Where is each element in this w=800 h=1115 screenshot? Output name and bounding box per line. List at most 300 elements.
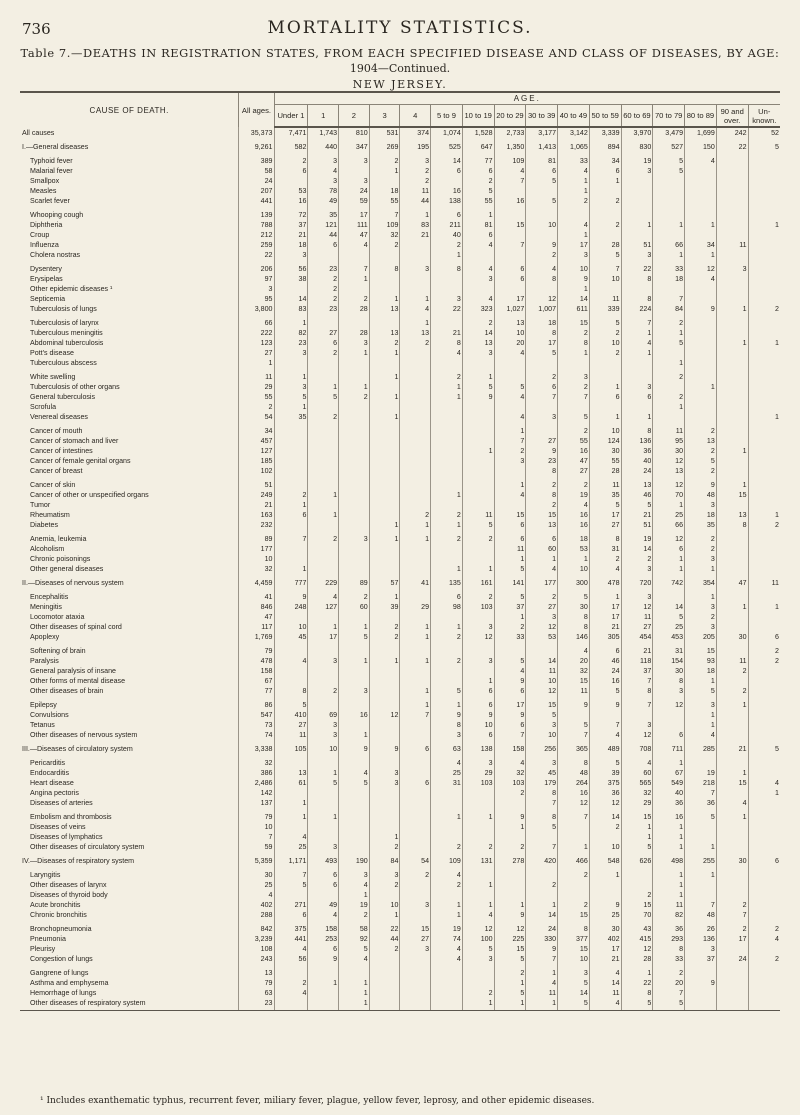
cell-value: [685, 196, 717, 206]
cell-value: 12: [621, 602, 653, 612]
table-row: [20, 910, 780, 920]
cell-value: [431, 466, 463, 476]
cell-value: 3,338: [239, 744, 274, 754]
cell-value: 3: [558, 250, 590, 260]
cell-value: 1: [462, 564, 494, 574]
cell-value: 21: [621, 646, 653, 656]
cell-value: 13: [369, 328, 400, 338]
cell-value: 16: [558, 520, 590, 530]
table-row: [20, 968, 780, 978]
cell-value: 11: [239, 372, 274, 382]
cell-value: [339, 700, 370, 710]
cell-value: [748, 900, 780, 910]
col-header-10: 40 to 49: [558, 105, 590, 128]
table-row: [20, 612, 780, 622]
table-row: [20, 870, 780, 880]
cell-value: 3: [339, 338, 370, 348]
row-label: Other forms of mental disease: [30, 677, 126, 685]
cell-value: 1: [716, 338, 748, 348]
cell-value: 13: [716, 510, 748, 520]
table-row: [20, 720, 780, 730]
cell-value: 206: [239, 264, 274, 274]
cell-value: 12: [462, 632, 494, 642]
cell-value: 4: [462, 294, 494, 304]
cell-value: 1,743: [308, 127, 339, 138]
cell-value: 2: [526, 250, 558, 260]
cell-value: 100: [462, 934, 494, 944]
cell-value: 1: [653, 358, 685, 368]
cell-value: [589, 186, 621, 196]
cell-value: 4: [308, 592, 339, 602]
cell-value: 5: [621, 500, 653, 510]
cell-value: 2: [621, 890, 653, 900]
cell-value: 60: [621, 768, 653, 778]
cell-value: 1: [494, 822, 526, 832]
cell-value: 49: [308, 900, 339, 910]
cell-value: [308, 456, 339, 466]
cell-value: [748, 264, 780, 274]
cell-value: 22: [369, 924, 400, 934]
table-row: [20, 284, 780, 294]
cell-value: 4: [748, 778, 780, 788]
cell-value: 1: [685, 676, 717, 686]
cell-value: 23: [308, 304, 339, 314]
cell-value: [339, 284, 370, 294]
cell-value: 527: [653, 142, 685, 152]
row-label: Cancer of female genital organs: [30, 457, 131, 465]
cell-value: 339: [589, 304, 621, 314]
cell-value: [653, 230, 685, 240]
cell-value: 3: [621, 592, 653, 602]
cell-value: 13: [494, 318, 526, 328]
cell-value: 1: [339, 622, 370, 632]
cell-value: [748, 554, 780, 564]
cell-value: 6: [462, 166, 494, 176]
cell-value: 17: [339, 210, 370, 220]
cell-value: [526, 230, 558, 240]
cell-value: 28: [339, 304, 370, 314]
cell-value: [462, 480, 494, 490]
table-row: [20, 348, 780, 358]
cell-value: [431, 988, 463, 998]
cell-value: [274, 822, 308, 832]
cell-value: 4: [494, 166, 526, 176]
cell-value: [716, 176, 748, 186]
cell-value: [431, 446, 463, 456]
cell-value: 1: [274, 812, 308, 822]
cell-value: 2: [494, 968, 526, 978]
table-row: [20, 402, 780, 412]
table-row: [20, 676, 780, 686]
table-row: [20, 456, 780, 466]
cell-value: 2: [369, 156, 400, 166]
cell-value: 1: [716, 812, 748, 822]
cell-value: 34: [589, 156, 621, 166]
cell-value: 3: [308, 720, 339, 730]
cell-value: [274, 998, 308, 1008]
cell-value: [462, 822, 494, 832]
cell-value: [748, 348, 780, 358]
cell-value: 3: [462, 656, 494, 666]
cell-value: 4: [239, 890, 274, 900]
cell-value: 6: [431, 592, 463, 602]
table-row: [20, 880, 780, 890]
cell-value: 218: [685, 778, 717, 788]
cell-value: 1: [653, 328, 685, 338]
cell-value: 8: [621, 294, 653, 304]
cell-value: 22: [239, 250, 274, 260]
cell-value: 3: [526, 758, 558, 768]
cell-value: 55: [239, 392, 274, 402]
cell-value: 6: [653, 544, 685, 554]
cell-value: 742: [653, 578, 685, 588]
cell-value: [339, 466, 370, 476]
cell-value: [685, 402, 717, 412]
cell-value: 9: [308, 954, 339, 964]
cell-value: 37: [494, 602, 526, 612]
cell-value: 1,350: [494, 142, 526, 152]
cell-value: [621, 358, 653, 368]
cell-value: 15: [716, 490, 748, 500]
cell-value: 8: [526, 490, 558, 500]
cell-value: 211: [431, 220, 463, 230]
cell-value: [621, 230, 653, 240]
cell-value: [716, 274, 748, 284]
cell-value: [400, 446, 431, 456]
row-label: Other diseases of circulatory system: [30, 843, 145, 851]
cell-value: 28: [621, 954, 653, 964]
cell-value: [748, 592, 780, 602]
row-label: Other diseases of spinal cord: [30, 623, 122, 631]
cell-value: 78: [308, 186, 339, 196]
cell-value: [400, 348, 431, 358]
cell-value: [748, 870, 780, 880]
cell-value: [748, 534, 780, 544]
cell-value: 18: [558, 534, 590, 544]
cell-value: [462, 436, 494, 446]
cell-value: [716, 328, 748, 338]
cell-value: [339, 510, 370, 520]
cell-value: 9: [526, 944, 558, 954]
row-label: All causes: [22, 128, 55, 137]
col-header-15: 90 and over.: [716, 105, 748, 128]
cell-value: [748, 490, 780, 500]
cell-value: [431, 480, 463, 490]
cell-value: [308, 832, 339, 842]
cell-value: [748, 186, 780, 196]
cell-value: 2: [748, 656, 780, 666]
cell-value: 36: [653, 924, 685, 934]
cell-value: [274, 436, 308, 446]
row-label: Diseases of lymphatics: [30, 833, 103, 841]
cell-value: 2: [685, 426, 717, 436]
cell-value: 4: [431, 944, 463, 954]
row-label: Pneumonia: [30, 935, 66, 943]
cell-value: 1: [400, 294, 431, 304]
cell-value: 3: [685, 622, 717, 632]
cell-value: 7: [339, 264, 370, 274]
cell-value: 626: [621, 856, 653, 866]
cell-value: 3: [369, 870, 400, 880]
cell-value: [400, 612, 431, 622]
cell-value: 60: [339, 602, 370, 612]
cell-value: [526, 284, 558, 294]
cell-value: 14: [431, 156, 463, 166]
cell-value: 4: [685, 274, 717, 284]
cell-value: 549: [653, 778, 685, 788]
cell-value: 19: [621, 156, 653, 166]
cell-value: [653, 284, 685, 294]
cell-value: [400, 988, 431, 998]
cell-value: 18: [653, 274, 685, 284]
cell-value: 138: [462, 744, 494, 754]
cell-value: 8: [621, 426, 653, 436]
cell-value: 16: [339, 710, 370, 720]
cell-value: 139: [239, 210, 274, 220]
col-header-1: Under 1: [274, 105, 308, 128]
cell-value: [431, 788, 463, 798]
cell-value: 30: [239, 870, 274, 880]
cell-value: 386: [239, 768, 274, 778]
cell-value: 37: [274, 220, 308, 230]
cell-value: 6: [494, 534, 526, 544]
cell-value: 10: [589, 338, 621, 348]
cell-value: [462, 832, 494, 842]
cell-value: 410: [274, 710, 308, 720]
cell-value: 3: [274, 250, 308, 260]
cell-value: 3: [621, 250, 653, 260]
table-row: [20, 554, 780, 564]
cell-value: [748, 328, 780, 338]
cell-value: [369, 676, 400, 686]
cell-value: 29: [621, 798, 653, 808]
cell-value: [400, 564, 431, 574]
cell-value: [400, 910, 431, 920]
cell-value: 1: [653, 890, 685, 900]
cell-value: 1: [369, 166, 400, 176]
cell-value: 1: [462, 998, 494, 1008]
cell-value: [369, 564, 400, 574]
cell-value: [274, 176, 308, 186]
cell-value: 1: [589, 382, 621, 392]
cell-value: 1: [685, 220, 717, 230]
cell-value: [308, 426, 339, 436]
cell-value: 28: [589, 466, 621, 476]
cell-value: [462, 798, 494, 808]
cell-value: 18: [526, 318, 558, 328]
cell-value: [339, 758, 370, 768]
row-label: Pericarditis: [30, 759, 66, 767]
cell-value: 141: [494, 578, 526, 588]
cell-value: 31: [653, 646, 685, 656]
cell-value: 8: [369, 264, 400, 274]
cell-value: 14: [526, 910, 558, 920]
cell-value: 15: [494, 510, 526, 520]
cell-value: [526, 646, 558, 656]
cell-value: 1: [369, 372, 400, 382]
cell-value: 402: [239, 900, 274, 910]
cell-value: 11: [558, 686, 590, 696]
cell-value: 7: [621, 676, 653, 686]
cell-value: [558, 710, 590, 720]
cell-value: 51: [239, 480, 274, 490]
cell-value: 249: [239, 490, 274, 500]
cell-value: 17: [589, 602, 621, 612]
cell-value: 2: [558, 328, 590, 338]
row-label: Abdominal tuberculosis: [30, 339, 104, 347]
cell-value: 285: [685, 744, 717, 754]
cell-value: [685, 348, 717, 358]
cell-value: [685, 822, 717, 832]
cell-value: 9: [494, 710, 526, 720]
cell-value: 2: [494, 788, 526, 798]
table-row: [20, 890, 780, 900]
cell-value: [339, 520, 370, 530]
cell-value: 7: [400, 710, 431, 720]
cell-value: [369, 554, 400, 564]
cell-value: [431, 612, 463, 622]
cell-value: 2: [526, 372, 558, 382]
cell-value: 33: [653, 954, 685, 964]
cell-value: 5: [653, 156, 685, 166]
cell-value: [339, 446, 370, 456]
cell-value: 8: [526, 274, 558, 284]
table-row: [20, 142, 780, 152]
cell-value: [400, 592, 431, 602]
cell-value: 11: [526, 988, 558, 998]
cell-value: [462, 490, 494, 500]
cell-value: 1: [685, 842, 717, 852]
cell-value: 4: [748, 934, 780, 944]
col-header-3: 2: [339, 105, 370, 128]
cell-value: 47: [716, 578, 748, 588]
cell-value: [339, 372, 370, 382]
cell-value: 7: [621, 318, 653, 328]
cell-value: 1: [274, 500, 308, 510]
cell-value: 25: [431, 768, 463, 778]
cell-value: 17: [558, 240, 590, 250]
cell-value: [716, 166, 748, 176]
cell-value: 82: [274, 328, 308, 338]
cell-value: 61: [274, 778, 308, 788]
cell-value: [369, 686, 400, 696]
cell-value: 60: [526, 544, 558, 554]
cell-value: [716, 436, 748, 446]
cell-value: 1: [716, 480, 748, 490]
row-label: Diphtheria: [30, 221, 63, 229]
cell-value: [716, 456, 748, 466]
cell-value: 1: [653, 402, 685, 412]
cell-value: [431, 402, 463, 412]
cell-value: [400, 646, 431, 656]
cell-value: [339, 426, 370, 436]
cell-value: [308, 666, 339, 676]
cell-value: 27: [274, 720, 308, 730]
cell-value: 300: [558, 578, 590, 588]
cell-value: [748, 564, 780, 574]
cell-value: [308, 520, 339, 530]
cell-value: 30: [716, 856, 748, 866]
table-row: [20, 412, 780, 422]
cell-value: [716, 758, 748, 768]
cell-value: [431, 676, 463, 686]
cell-value: [308, 466, 339, 476]
table-row: [20, 744, 780, 754]
cell-value: 179: [526, 778, 558, 788]
mortality-table: [20, 91, 780, 1011]
cell-value: [748, 500, 780, 510]
cell-value: 582: [274, 142, 308, 152]
cell-value: 5: [494, 988, 526, 998]
cell-value: 13: [685, 436, 717, 446]
row-label: Diseases of thyroid body: [30, 891, 108, 899]
cell-value: 3: [621, 382, 653, 392]
cell-value: 14: [589, 978, 621, 988]
cell-value: 21: [274, 230, 308, 240]
cell-value: [462, 412, 494, 422]
cell-value: [748, 998, 780, 1008]
cell-value: 54: [239, 412, 274, 422]
cell-value: 9: [558, 700, 590, 710]
cell-value: [369, 466, 400, 476]
cell-value: 2: [462, 534, 494, 544]
cell-value: [653, 348, 685, 358]
cell-value: 32: [494, 768, 526, 778]
cell-value: 2: [589, 328, 621, 338]
cell-value: 2: [431, 880, 463, 890]
cell-value: 121: [308, 220, 339, 230]
cell-value: 135: [431, 578, 463, 588]
cell-value: [653, 186, 685, 196]
col-header-2: 1: [308, 105, 339, 128]
cell-value: [748, 758, 780, 768]
cell-value: 33: [653, 264, 685, 274]
cell-value: [308, 480, 339, 490]
table-row: [20, 480, 780, 490]
cell-value: 2: [716, 686, 748, 696]
cell-value: [462, 890, 494, 900]
cell-value: 4: [462, 240, 494, 250]
cell-value: 22: [431, 304, 463, 314]
table-row: [20, 358, 780, 368]
cell-value: 1: [653, 842, 685, 852]
cell-value: 3: [308, 156, 339, 166]
cell-value: 177: [526, 578, 558, 588]
cell-value: 1: [308, 490, 339, 500]
cell-value: 32: [239, 758, 274, 768]
cell-value: [400, 250, 431, 260]
cell-value: 48: [685, 910, 717, 920]
cell-value: [748, 240, 780, 250]
cell-value: 7: [526, 954, 558, 964]
cell-value: 4: [431, 348, 463, 358]
cell-value: 420: [526, 856, 558, 866]
cell-value: 15: [621, 900, 653, 910]
cell-value: 102: [239, 466, 274, 476]
cell-value: 1: [558, 186, 590, 196]
cell-value: [748, 544, 780, 554]
cell-value: 3: [274, 348, 308, 358]
cell-value: 7: [558, 730, 590, 740]
cell-value: [685, 832, 717, 842]
cell-value: 51: [621, 240, 653, 250]
cell-value: 2: [494, 446, 526, 456]
cell-value: 81: [462, 220, 494, 230]
cell-value: 1,413: [526, 142, 558, 152]
cell-value: 4: [400, 304, 431, 314]
cell-value: 111: [339, 220, 370, 230]
table-row: [20, 466, 780, 476]
